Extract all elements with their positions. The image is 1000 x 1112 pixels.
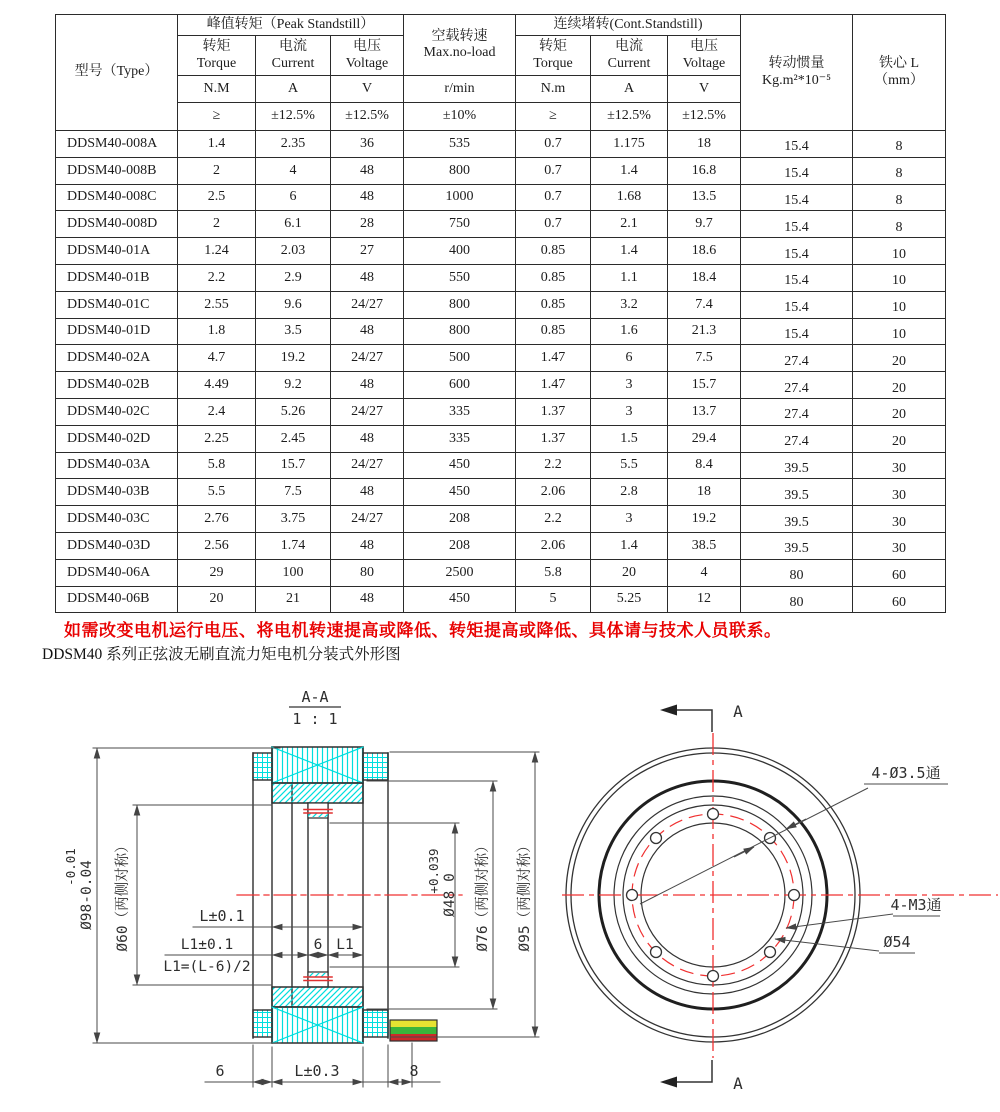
- peak-current-cell: 21: [256, 586, 331, 613]
- header-noload: [404, 15, 516, 76]
- current-cn: 电流: [615, 39, 644, 55]
- table-row: [56, 372, 946, 399]
- dim-label-L-bottom: L±0.3: [294, 1062, 340, 1080]
- cont-voltage-cell: 13.5: [668, 184, 741, 211]
- core-length-cell: 30: [853, 532, 946, 559]
- unit-v: V: [331, 76, 404, 103]
- torque-cn: 转矩: [539, 39, 568, 55]
- cont-torque-cell: 2.2: [516, 452, 591, 479]
- inertia-cell: 27.4: [741, 372, 853, 399]
- inertia-cell: 39.5: [741, 452, 853, 479]
- cont-current-cell: 5.5: [591, 452, 668, 479]
- cont-current-cell: 1.175: [591, 131, 668, 158]
- cont-current-cell: 3.2: [591, 291, 668, 318]
- stator-winding-top: [253, 747, 388, 783]
- noload-speed-cell: 800: [404, 157, 516, 184]
- cross-section-view: [63, 747, 539, 1087]
- peak-voltage-cell: 27: [331, 238, 404, 265]
- peak-current-cell: 3.75: [256, 506, 331, 533]
- cont-voltage-cell: 18: [668, 131, 741, 158]
- dim-label-8-bottom: 8: [409, 1062, 419, 1080]
- d98-main: Ø98-0.04: [79, 860, 95, 930]
- inertia-cell: 39.5: [741, 532, 853, 559]
- tol-125: ±12.5%: [591, 103, 668, 131]
- model-cell: DDSM40-008B: [56, 157, 178, 184]
- key-top: [304, 803, 332, 818]
- peak-torque-cell: 1.4: [178, 131, 256, 158]
- noload-speed-cell: 800: [404, 291, 516, 318]
- cont-current-cell: 1.4: [591, 157, 668, 184]
- peak-torque-cell: 5.8: [178, 452, 256, 479]
- header-peak-voltage: [331, 36, 404, 76]
- cont-torque-cell: 0.85: [516, 264, 591, 291]
- model-cell: DDSM40-06A: [56, 559, 178, 586]
- tol-125: ±12.5%: [331, 103, 404, 131]
- core-length-cell: 60: [853, 586, 946, 613]
- voltage-cn: 电压: [353, 39, 381, 55]
- cont-voltage-cell: 9.7: [668, 211, 741, 238]
- cont-voltage-cell: 38.5: [668, 532, 741, 559]
- peak-current-cell: 9.6: [256, 291, 331, 318]
- table-row: [56, 532, 946, 559]
- model-cell: DDSM40-03C: [56, 506, 178, 533]
- cont-torque-cell: 5: [516, 586, 591, 613]
- inertia-cell: 27.4: [741, 398, 853, 425]
- dim-label-d76: Ø76（两侧对称）: [475, 838, 491, 952]
- table-row: [56, 238, 946, 265]
- peak-voltage-cell: 48: [331, 264, 404, 291]
- inertia-cell: 80: [741, 586, 853, 613]
- table-row: [56, 506, 946, 533]
- peak-torque-cell: 2.4: [178, 398, 256, 425]
- cont-current-cell: 3: [591, 506, 668, 533]
- model-cell: DDSM40-03B: [56, 479, 178, 506]
- dim-label-L: L±0.1: [199, 907, 245, 925]
- model-cell: DDSM40-008D: [56, 211, 178, 238]
- peak-voltage-cell: 48: [331, 318, 404, 345]
- voltage-cn: 电压: [690, 39, 719, 55]
- spec-table: [55, 14, 946, 613]
- peak-current-cell: 1.74: [256, 532, 331, 559]
- noload-speed-cell: 500: [404, 345, 516, 372]
- core-length-cell: 10: [853, 238, 946, 265]
- peak-current-cell: 2.03: [256, 238, 331, 265]
- peak-voltage-cell: 24/27: [331, 291, 404, 318]
- core-length-cell: 60: [853, 559, 946, 586]
- peak-voltage-cell: 80: [331, 559, 404, 586]
- table-row: [56, 398, 946, 425]
- inertia-cell: 15.4: [741, 291, 853, 318]
- unit-nm-peak: N.M: [178, 76, 256, 103]
- inertia-cell: 15.4: [741, 184, 853, 211]
- cont-torque-cell: 0.85: [516, 318, 591, 345]
- inertia-cell: 39.5: [741, 506, 853, 533]
- noload-speed-cell: 208: [404, 506, 516, 533]
- core-length-cell: 10: [853, 291, 946, 318]
- core-length-cell: 30: [853, 479, 946, 506]
- cont-current-cell: 1.5: [591, 425, 668, 452]
- peak-torque-cell: 2: [178, 211, 256, 238]
- cont-torque-cell: 2.2: [516, 506, 591, 533]
- core-length-cell: 20: [853, 372, 946, 399]
- cont-current-cell: 3: [591, 398, 668, 425]
- model-cell: DDSM40-01B: [56, 264, 178, 291]
- cont-torque-cell: 0.7: [516, 157, 591, 184]
- dim-label-L1-formula: L1=(L-6)/2: [163, 959, 251, 975]
- noload-speed-cell: 450: [404, 586, 516, 613]
- inertia-cell: 27.4: [741, 345, 853, 372]
- current-en: Current: [271, 55, 315, 71]
- cont-voltage-cell: 18.4: [668, 264, 741, 291]
- cont-current-cell: 1.4: [591, 238, 668, 265]
- peak-voltage-cell: 36: [331, 131, 404, 158]
- core-length-cell: 8: [853, 157, 946, 184]
- noload-speed-cell: 1000: [404, 184, 516, 211]
- core-length-cell: 10: [853, 318, 946, 345]
- peak-torque-cell: 29: [178, 559, 256, 586]
- table-row: [56, 425, 946, 452]
- cont-torque-cell: 2.06: [516, 479, 591, 506]
- peak-torque-cell: 4.49: [178, 372, 256, 399]
- header-cont-current: [591, 36, 668, 76]
- header-core-unit: （mm）: [874, 72, 924, 88]
- cont-current-cell: 1.1: [591, 264, 668, 291]
- torque-en: Torque: [196, 55, 237, 71]
- inertia-cell: 15.4: [741, 131, 853, 158]
- header-peak-group: 峰值转矩（Peak Standstill）: [178, 15, 404, 36]
- peak-torque-cell: 1.8: [178, 318, 256, 345]
- noload-speed-cell: 335: [404, 425, 516, 452]
- current-en: Current: [607, 55, 651, 71]
- peak-current-cell: 9.2: [256, 372, 331, 399]
- dim-label-d48: [426, 848, 458, 916]
- noload-speed-cell: 450: [404, 479, 516, 506]
- peak-voltage-cell: 48: [331, 532, 404, 559]
- cont-voltage-cell: 12: [668, 586, 741, 613]
- peak-current-cell: 6.1: [256, 211, 331, 238]
- peak-torque-cell: 2.56: [178, 532, 256, 559]
- header-cont-torque: [516, 36, 591, 76]
- dim-label-6-bottom: 6: [215, 1062, 225, 1080]
- peak-current-cell: 6: [256, 184, 331, 211]
- advisory-note: 如需改变电机运行电压、将电机转速提高或降低、转矩提高或降低、具体请与技术人员联系。: [64, 621, 782, 640]
- d48-main: Ø48 0: [442, 873, 458, 917]
- cont-torque-cell: 2.06: [516, 532, 591, 559]
- peak-torque-cell: 4.7: [178, 345, 256, 372]
- d98-sup: -0.01: [63, 848, 78, 886]
- model-cell: DDSM40-02D: [56, 425, 178, 452]
- cont-torque-cell: 1.37: [516, 398, 591, 425]
- table-row: [56, 345, 946, 372]
- header-core: [853, 15, 946, 131]
- model-cell: DDSM40-03A: [56, 452, 178, 479]
- model-cell: DDSM40-008C: [56, 184, 178, 211]
- noload-speed-cell: 450: [404, 452, 516, 479]
- cont-voltage-cell: 7.4: [668, 291, 741, 318]
- dim-label-L1-short: L1: [336, 937, 354, 953]
- noload-speed-cell: 208: [404, 532, 516, 559]
- peak-current-cell: 2.45: [256, 425, 331, 452]
- core-length-cell: 20: [853, 345, 946, 372]
- model-cell: DDSM40-02A: [56, 345, 178, 372]
- noload-speed-cell: 800: [404, 318, 516, 345]
- core-length-cell: 8: [853, 184, 946, 211]
- unit-nm-cont: N.m: [516, 76, 591, 103]
- peak-voltage-cell: 28: [331, 211, 404, 238]
- table-row: [56, 184, 946, 211]
- cont-voltage-cell: 29.4: [668, 425, 741, 452]
- core-length-cell: 10: [853, 264, 946, 291]
- peak-current-cell: 15.7: [256, 452, 331, 479]
- magnet-bottom: [272, 987, 363, 1007]
- tol-ge: ≥: [178, 103, 256, 131]
- peak-current-cell: 3.5: [256, 318, 331, 345]
- inertia-cell: 15.4: [741, 264, 853, 291]
- d48-sup: +0.039: [426, 848, 441, 894]
- table-row: [56, 291, 946, 318]
- model-cell: DDSM40-02B: [56, 372, 178, 399]
- cont-torque-cell: 0.7: [516, 131, 591, 158]
- inertia-cell: 15.4: [741, 318, 853, 345]
- torque-en: Torque: [533, 55, 573, 71]
- spec-table-header: [56, 15, 946, 131]
- header-noload-cn: 空载转速: [431, 28, 488, 44]
- inertia-cell: 15.4: [741, 211, 853, 238]
- unit-a: A: [256, 76, 331, 103]
- cont-torque-cell: 0.7: [516, 184, 591, 211]
- model-cell: DDSM40-03D: [56, 532, 178, 559]
- dim-label-6-mid: 6: [313, 937, 323, 953]
- core-length-cell: 8: [853, 211, 946, 238]
- cont-torque-cell: 1.47: [516, 345, 591, 372]
- peak-voltage-cell: 24/27: [331, 345, 404, 372]
- front-view: [562, 702, 998, 1093]
- table-row: [56, 586, 946, 613]
- unit-a: A: [591, 76, 668, 103]
- peak-voltage-cell: 48: [331, 479, 404, 506]
- header-noload-en: Max.no-load: [423, 45, 496, 60]
- table-row: [56, 264, 946, 291]
- figure-caption: DDSM40 系列正弦波无刷直流力矩电机分装式外形图: [42, 646, 401, 663]
- cont-voltage-cell: 18.6: [668, 238, 741, 265]
- dim-label-d98: [63, 848, 95, 930]
- table-row: [56, 131, 946, 158]
- current-cn: 电流: [279, 39, 307, 55]
- peak-current-cell: 2.9: [256, 264, 331, 291]
- dim-label-d60: Ø60（两侧对称）: [115, 838, 131, 952]
- table-row: [56, 559, 946, 586]
- cont-voltage-cell: 18: [668, 479, 741, 506]
- label-holes-35: 4-Ø3.5通: [871, 764, 941, 782]
- cont-current-cell: 2.1: [591, 211, 668, 238]
- cont-current-cell: 3: [591, 372, 668, 399]
- peak-voltage-cell: 24/27: [331, 452, 404, 479]
- cont-voltage-cell: 21.3: [668, 318, 741, 345]
- cont-current-cell: 6: [591, 345, 668, 372]
- section-arrowhead-bottom: [660, 1077, 677, 1088]
- section-letter-bottom: A: [733, 1074, 743, 1093]
- peak-voltage-cell: 48: [331, 157, 404, 184]
- key-bottom: [304, 972, 332, 987]
- tol-10: ±10%: [404, 103, 516, 131]
- voltage-en: Voltage: [682, 55, 726, 71]
- peak-voltage-cell: 24/27: [331, 398, 404, 425]
- cont-current-cell: 1.6: [591, 318, 668, 345]
- section-arrow-top: [660, 702, 743, 732]
- noload-speed-cell: 750: [404, 211, 516, 238]
- header-inertia: [741, 15, 853, 131]
- peak-torque-cell: 2.25: [178, 425, 256, 452]
- header-inertia-cn: 转动惯量: [768, 56, 825, 72]
- cont-torque-cell: 1.37: [516, 425, 591, 452]
- end-winding-right: [363, 753, 388, 780]
- outline-drawing: [0, 680, 1000, 1112]
- model-cell: DDSM40-06B: [56, 586, 178, 613]
- noload-speed-cell: 550: [404, 264, 516, 291]
- header-peak-torque: [178, 36, 256, 76]
- peak-current-cell: 19.2: [256, 345, 331, 372]
- cont-current-cell: 5.25: [591, 586, 668, 613]
- peak-torque-cell: 20: [178, 586, 256, 613]
- section-letter-top: A: [733, 702, 743, 721]
- header-cont-voltage: [668, 36, 741, 76]
- model-cell: DDSM40-02C: [56, 398, 178, 425]
- peak-torque-cell: 2.55: [178, 291, 256, 318]
- voltage-en: Voltage: [345, 55, 389, 71]
- section-arrowhead-top: [660, 705, 677, 716]
- cont-torque-cell: 0.85: [516, 291, 591, 318]
- noload-speed-cell: 400: [404, 238, 516, 265]
- cont-voltage-cell: 16.8: [668, 157, 741, 184]
- core-length-cell: 30: [853, 506, 946, 533]
- section-label: A-A: [301, 688, 329, 706]
- peak-torque-cell: 1.24: [178, 238, 256, 265]
- peak-current-cell: 5.26: [256, 398, 331, 425]
- inertia-cell: 15.4: [741, 157, 853, 184]
- cont-voltage-cell: 19.2: [668, 506, 741, 533]
- peak-voltage-cell: 48: [331, 586, 404, 613]
- model-cell: DDSM40-008A: [56, 131, 178, 158]
- cont-current-cell: 1.4: [591, 532, 668, 559]
- core-length-cell: 20: [853, 398, 946, 425]
- inertia-cell: 39.5: [741, 479, 853, 506]
- header-core-cn: 铁心 L: [878, 56, 920, 72]
- peak-current-cell: 2.35: [256, 131, 331, 158]
- noload-speed-cell: 600: [404, 372, 516, 399]
- unit-v: V: [668, 76, 741, 103]
- peak-voltage-cell: 48: [331, 425, 404, 452]
- peak-torque-cell: 2.76: [178, 506, 256, 533]
- noload-speed-cell: 535: [404, 131, 516, 158]
- model-cell: DDSM40-01A: [56, 238, 178, 265]
- section-scale: 1 : 1: [292, 710, 338, 728]
- core-length-cell: 30: [853, 452, 946, 479]
- noload-speed-cell: 2500: [404, 559, 516, 586]
- model-cell: DDSM40-01D: [56, 318, 178, 345]
- cont-current-cell: 20: [591, 559, 668, 586]
- dim-label-d95: Ø95（两侧对称）: [517, 838, 533, 952]
- header-type: 型号（Type）: [56, 15, 178, 131]
- peak-torque-cell: 2: [178, 157, 256, 184]
- section-arrow-bottom: [660, 1060, 743, 1093]
- peak-voltage-cell: 48: [331, 372, 404, 399]
- label-d54: Ø54: [883, 933, 911, 951]
- peak-current-cell: 100: [256, 559, 331, 586]
- spec-table-body: [56, 131, 946, 613]
- table-row: [56, 318, 946, 345]
- peak-torque-cell: 5.5: [178, 479, 256, 506]
- inertia-cell: 80: [741, 559, 853, 586]
- end-winding-left: [253, 753, 272, 780]
- tol-125: ±12.5%: [256, 103, 331, 131]
- label-m3: 4-M3通: [890, 896, 942, 914]
- tol-125: ±12.5%: [668, 103, 741, 131]
- cont-current-cell: 2.8: [591, 479, 668, 506]
- tol-ge: ≥: [516, 103, 591, 131]
- peak-torque-cell: 2.5: [178, 184, 256, 211]
- magnet-top: [272, 783, 363, 803]
- model-cell: DDSM40-01C: [56, 291, 178, 318]
- table-row: [56, 452, 946, 479]
- table-row: [56, 157, 946, 184]
- cont-voltage-cell: 15.7: [668, 372, 741, 399]
- header-peak-current: [256, 36, 331, 76]
- header-cont-group: 连续堵转(Cont.Standstill): [516, 15, 741, 36]
- cont-torque-cell: 0.7: [516, 211, 591, 238]
- section-title: [289, 688, 341, 728]
- core-length-cell: 8: [853, 131, 946, 158]
- header-inertia-unit: Kg.m²*10⁻⁵: [762, 72, 831, 88]
- cont-voltage-cell: 7.5: [668, 345, 741, 372]
- cont-torque-cell: 5.8: [516, 559, 591, 586]
- peak-voltage-cell: 24/27: [331, 506, 404, 533]
- unit-rpm: r/min: [404, 76, 516, 103]
- peak-voltage-cell: 48: [331, 184, 404, 211]
- dim-label-L1: L1±0.1: [180, 937, 234, 953]
- inertia-cell: 15.4: [741, 238, 853, 265]
- lead-wires: [390, 1020, 437, 1041]
- table-row: [56, 211, 946, 238]
- cont-torque-cell: 0.85: [516, 238, 591, 265]
- peak-torque-cell: 2.2: [178, 264, 256, 291]
- cont-current-cell: 1.68: [591, 184, 668, 211]
- inertia-cell: 27.4: [741, 425, 853, 452]
- peak-current-cell: 7.5: [256, 479, 331, 506]
- cont-voltage-cell: 4: [668, 559, 741, 586]
- table-row: [56, 479, 946, 506]
- core-length-cell: 20: [853, 425, 946, 452]
- noload-speed-cell: 335: [404, 398, 516, 425]
- peak-current-cell: 4: [256, 157, 331, 184]
- cont-torque-cell: 1.47: [516, 372, 591, 399]
- torque-cn: 转矩: [202, 39, 231, 55]
- stator-winding-bottom: [253, 1007, 388, 1043]
- cont-voltage-cell: 8.4: [668, 452, 741, 479]
- cont-voltage-cell: 13.7: [668, 398, 741, 425]
